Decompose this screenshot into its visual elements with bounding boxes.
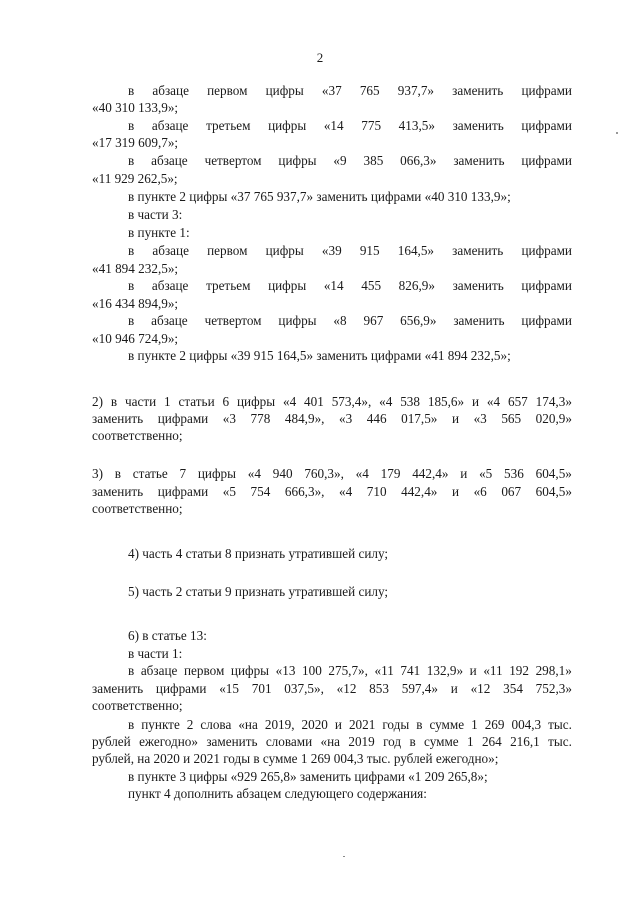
line-24: 5) часть 2 статьи 9 признать утратившей силу;: [128, 584, 389, 599]
word: заменить: [92, 484, 144, 499]
line-02: «40 310 133,9»;: [92, 100, 179, 115]
word: «6: [473, 484, 487, 499]
line-21: [92, 483, 572, 500]
word: 701: [251, 681, 272, 696]
word: в: [114, 466, 122, 481]
word: третьем: [206, 278, 251, 293]
word: статье: [132, 466, 168, 481]
word: «5: [479, 466, 493, 481]
word: в: [128, 663, 135, 678]
word: в: [128, 83, 135, 98]
word: 2019,: [264, 717, 295, 732]
word: «3: [473, 411, 487, 426]
word: цифрами: [521, 243, 572, 258]
word: 413,5»: [398, 118, 435, 133]
word: в: [409, 734, 416, 749]
word: цифры: [278, 313, 317, 328]
word: 2: [186, 717, 194, 732]
word: 775: [361, 118, 382, 133]
line-11: «41 894 232,5»;: [92, 261, 179, 276]
word: 657: [507, 394, 528, 409]
word: заменить: [452, 243, 504, 258]
word: статьи: [178, 394, 215, 409]
word: 354: [503, 681, 523, 696]
page-number: 2: [316, 50, 324, 65]
word: заменить: [206, 734, 258, 749]
word: 967: [363, 313, 384, 328]
word: 385: [363, 153, 384, 168]
word: цифрами: [521, 153, 572, 168]
word: абзаце: [140, 663, 178, 678]
word: слова: [200, 717, 232, 732]
word: 7: [179, 466, 187, 481]
line-34: пункт 4 дополнить абзацем следующего содержания:: [128, 786, 427, 801]
word: 100: [302, 663, 322, 678]
word: абзаце: [151, 278, 189, 293]
word: абзаце: [152, 243, 189, 258]
word: 538: [400, 394, 420, 409]
line-07: в пункте 2 цифры «37 765 937,7» заменить цифрами «40 310 133,9»;: [128, 189, 511, 204]
line-03: [128, 117, 572, 134]
word: и: [334, 717, 342, 732]
line-19: соответственно;: [92, 428, 183, 443]
word: четвертом: [204, 313, 262, 328]
word: цифрами: [521, 83, 572, 98]
word: и: [450, 681, 458, 696]
word: в: [110, 394, 118, 409]
word: «8: [333, 313, 347, 328]
word: и: [451, 484, 459, 499]
word: «11: [374, 663, 394, 678]
word: 853: [369, 681, 389, 696]
line-09: в пункте 1:: [128, 225, 190, 240]
word: 004,3: [511, 717, 542, 732]
word: заменить: [452, 118, 504, 133]
word: 216,1: [510, 734, 540, 749]
word: первом: [207, 83, 248, 98]
line-28: [92, 680, 572, 697]
word: 442,4»: [412, 466, 449, 481]
line-23: 4) часть 4 статьи 8 признать утратившей силу;: [128, 546, 389, 561]
word: «12: [470, 681, 491, 696]
word: абзаце: [151, 118, 189, 133]
word: «9: [333, 153, 347, 168]
word: «4: [486, 394, 501, 409]
line-22: соответственно;: [92, 501, 183, 516]
line-29: соответственно;: [92, 698, 183, 713]
word: 185,6»: [427, 394, 465, 409]
word: 565: [501, 411, 522, 426]
word: 401: [304, 394, 324, 409]
line-31: [92, 733, 572, 750]
word: четвертом: [204, 153, 262, 168]
word: 067: [501, 484, 522, 499]
word: 2020: [301, 717, 328, 732]
word: «37: [321, 83, 342, 98]
word: 275,7»,: [328, 663, 368, 678]
line-27: [128, 662, 572, 679]
word: абзаце: [151, 313, 188, 328]
word: 937,7»: [397, 83, 435, 98]
word: «4: [282, 394, 297, 409]
word: 264: [481, 734, 502, 749]
word: цифры: [230, 663, 270, 678]
word: и: [451, 411, 459, 426]
word: заменить: [92, 681, 144, 696]
line-32: рублей, на 2020 и 2021 годы в сумме 1 269 004,3 тыс. рублей ежегодно»;: [92, 751, 499, 766]
word: в: [128, 118, 135, 133]
scan-speck: [343, 856, 345, 857]
word: «на: [320, 734, 341, 749]
word: первом: [207, 243, 248, 258]
word: цифры: [265, 83, 304, 98]
word: 940: [272, 466, 293, 481]
line-25: 6) в статье 13:: [128, 628, 207, 643]
word: «39: [321, 243, 342, 258]
word: 754: [250, 484, 271, 499]
word: 017,5»: [401, 411, 438, 426]
word: ежегодно»: [139, 734, 198, 749]
word: «11: [483, 663, 503, 678]
word: цифры: [265, 243, 304, 258]
word: в: [128, 313, 135, 328]
word: «4: [339, 484, 353, 499]
word: 604,5»: [535, 466, 572, 481]
word: пункте: [141, 717, 180, 732]
word: тыс.: [548, 734, 572, 749]
word: 066,3»: [400, 153, 437, 168]
line-13: «16 434 894,9»;: [92, 296, 179, 311]
word: цифры: [268, 278, 307, 293]
word: цифры: [268, 118, 307, 133]
word: 2021: [348, 717, 376, 732]
word: тыс.: [548, 717, 572, 732]
word: цифрами: [521, 278, 572, 293]
word: 174,3»: [535, 394, 572, 409]
word: третьем: [206, 118, 251, 133]
word: цифры: [236, 394, 276, 409]
word: словами: [265, 734, 313, 749]
word: 298,1»: [535, 663, 572, 678]
word: 020,9»: [535, 411, 572, 426]
word: рублей: [92, 734, 131, 749]
word: 484,9»,: [284, 411, 325, 426]
word: цифрами: [157, 411, 209, 426]
word: «4: [379, 394, 393, 409]
word: абзаце: [152, 83, 189, 98]
word: 710: [366, 484, 387, 499]
word: в: [128, 153, 135, 168]
word: 752,3»: [535, 681, 572, 696]
word: первом: [183, 663, 225, 678]
word: год: [383, 734, 402, 749]
word: цифрами: [157, 484, 209, 499]
word: 3): [92, 466, 103, 481]
word: заменить: [452, 83, 504, 98]
line-26: в части 1:: [128, 646, 183, 661]
word: 1: [471, 717, 478, 732]
word: «12: [336, 681, 357, 696]
word: цифрами: [521, 118, 572, 133]
word: 132,9»: [426, 663, 464, 678]
line-12: [128, 277, 572, 294]
line-20: [92, 465, 572, 482]
word: цифры: [278, 153, 317, 168]
word: 573,4»,: [331, 394, 372, 409]
word: «3: [222, 411, 236, 426]
word: 446: [366, 411, 387, 426]
word: 741: [400, 663, 421, 678]
word: в: [416, 717, 423, 732]
line-01: [128, 82, 572, 99]
word: 597,4»: [401, 681, 438, 696]
word: сумме: [424, 734, 459, 749]
word: «3: [339, 411, 353, 426]
line-33: в пункте 3 цифры «929 265,8» заменить цифрами «1 209 265,8»;: [128, 769, 488, 784]
word: 536: [504, 466, 524, 481]
word: цифры: [197, 466, 236, 481]
word: «14: [323, 118, 344, 133]
line-17: [92, 393, 572, 410]
word: в: [128, 717, 135, 732]
word: 455: [361, 278, 382, 293]
line-18: [92, 410, 572, 427]
word: 656,9»: [400, 313, 437, 328]
line-15: «10 946 724,9»;: [92, 331, 179, 346]
word: «4: [247, 466, 261, 481]
word: и: [460, 466, 468, 481]
word: 037,5»,: [284, 681, 324, 696]
word: «4: [355, 466, 369, 481]
word: 6: [222, 394, 230, 409]
word: сумме: [429, 717, 465, 732]
word: абзаце: [151, 153, 188, 168]
word: 2): [92, 394, 103, 409]
word: цифрами: [155, 681, 207, 696]
word: 269: [484, 717, 505, 732]
word: 2019: [348, 734, 375, 749]
line-05: [128, 152, 572, 169]
word: 765: [359, 83, 380, 98]
word: 826,9»: [398, 278, 435, 293]
word: и: [469, 663, 477, 678]
word: заменить: [453, 313, 505, 328]
word: 192: [509, 663, 529, 678]
line-06: «11 929 262,5»;: [92, 171, 178, 186]
word: 915: [359, 243, 380, 258]
word: заменить: [452, 278, 504, 293]
word: 666,3»,: [284, 484, 325, 499]
line-14: [128, 312, 572, 329]
word: заменить: [92, 411, 144, 426]
word: «13: [275, 663, 296, 678]
word: 179: [380, 466, 401, 481]
word: 760,3»,: [304, 466, 344, 481]
scan-speck: [616, 132, 618, 134]
line-04: «17 319 609,7»;: [92, 135, 179, 150]
line-30: [128, 716, 572, 733]
word: 604,5»: [535, 484, 572, 499]
word: в: [128, 278, 135, 293]
word: 164,5»: [397, 243, 435, 258]
word: «15: [219, 681, 239, 696]
word: части: [124, 394, 157, 409]
line-08: в части 3:: [128, 207, 183, 222]
word: в: [128, 243, 135, 258]
word: цифрами: [521, 313, 572, 328]
word: годы: [382, 717, 410, 732]
word: и: [471, 394, 480, 409]
word: 442,4»: [401, 484, 438, 499]
word: «на: [238, 717, 258, 732]
word: 778: [250, 411, 271, 426]
line-16: в пункте 2 цифры «39 915 164,5» заменить цифрами «41 894 232,5»;: [128, 348, 511, 363]
word: заменить: [453, 153, 505, 168]
word: «5: [222, 484, 236, 499]
line-10: [128, 242, 572, 259]
word: 1: [164, 394, 171, 409]
word: «14: [323, 278, 344, 293]
word: 1: [467, 734, 474, 749]
